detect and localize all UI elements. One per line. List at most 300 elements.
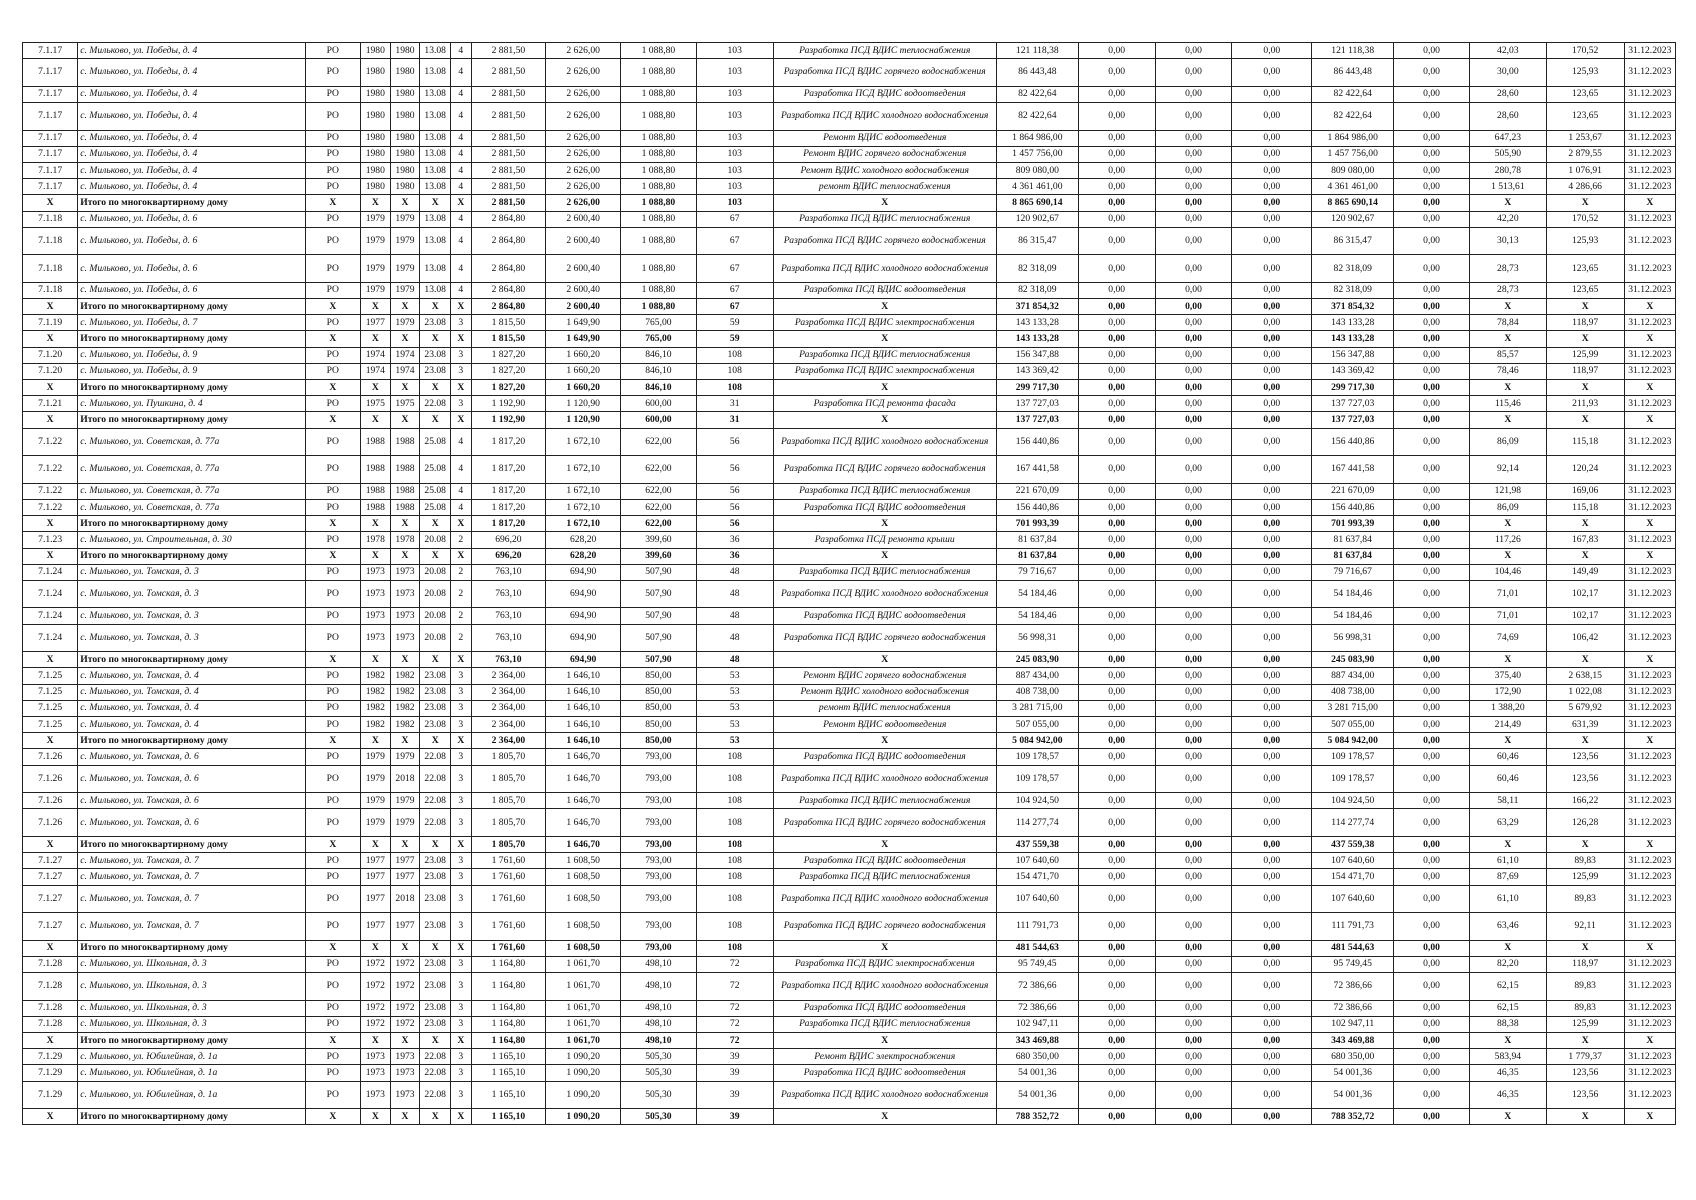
floors-cell: 3 — [451, 973, 471, 1001]
floors-cell: X — [451, 548, 471, 564]
year-built-cell: 1977 — [360, 853, 390, 869]
max-cost-per-sqm-cell: 211,93 — [1546, 396, 1624, 412]
max-cost-per-sqm-cell: 102,17 — [1546, 608, 1624, 624]
total-cost-cell: 437 559,38 — [996, 836, 1078, 852]
cost-col-6-cell: 0,00 — [1394, 195, 1470, 211]
total-cost-cell: 56 998,31 — [996, 624, 1078, 652]
total-cost-cell: 167 441,58 — [996, 456, 1078, 484]
max-cost-per-sqm-cell: 125,93 — [1546, 59, 1624, 87]
roof-area-cell: 1 088,80 — [621, 130, 697, 146]
cost-col-4-cell: 0,00 — [1232, 809, 1312, 837]
work-date-cell: 13.08 — [420, 59, 451, 87]
cost-col-3-cell: 0,00 — [1155, 102, 1232, 130]
living-area-cell: 2 626,00 — [546, 102, 621, 130]
address-cell: с. Мильково, ул. Томская, д. 7 — [78, 913, 305, 941]
cost-col-2-cell: 0,00 — [1078, 1016, 1155, 1032]
cost-per-sqm-cell: 1 388,20 — [1469, 700, 1546, 716]
owners-funds-cell: 143 133,28 — [1312, 331, 1394, 347]
year-commissioned-cell: 2018 — [390, 765, 420, 793]
total-area-cell: 1 817,20 — [471, 483, 546, 499]
residents-cell: 53 — [696, 700, 773, 716]
address-cell: с. Мильково, ул. Юбилейная, д. 1а — [78, 1049, 305, 1065]
max-cost-per-sqm-cell: X — [1546, 1109, 1624, 1125]
deadline-cell: 31.12.2023 — [1624, 1081, 1675, 1109]
total-area-cell: 1 192,90 — [471, 412, 546, 428]
cost-col-2-cell: 0,00 — [1078, 684, 1155, 700]
cost-col-6-cell: 0,00 — [1394, 652, 1470, 668]
year-built-cell: 1972 — [360, 973, 390, 1001]
cost-col-3-cell: 0,00 — [1155, 973, 1232, 1001]
year-commissioned-cell: X — [390, 652, 420, 668]
total-area-cell: 2 864,80 — [471, 299, 546, 315]
cost-col-2-cell: 0,00 — [1078, 580, 1155, 608]
living-area-cell: 1 660,20 — [546, 380, 621, 396]
cost-col-2-cell: 0,00 — [1078, 765, 1155, 793]
cost-per-sqm-cell: X — [1469, 195, 1546, 211]
house-total-row — [23, 412, 1676, 428]
cost-col-4-cell: 0,00 — [1232, 1033, 1312, 1049]
total-area-cell: 763,10 — [471, 608, 546, 624]
program-type-cell: РО — [305, 700, 360, 716]
max-cost-per-sqm-cell: 125,93 — [1546, 227, 1624, 255]
cost-col-6-cell: 0,00 — [1394, 1049, 1470, 1065]
deadline-cell: 31.12.2023 — [1624, 255, 1675, 283]
total-area-cell: 1 761,60 — [471, 869, 546, 885]
work-date-cell: 22.08 — [420, 1065, 451, 1081]
year-built-cell: 1982 — [360, 700, 390, 716]
year-built-cell: 1975 — [360, 396, 390, 412]
max-cost-per-sqm-cell: 89,83 — [1546, 1000, 1624, 1016]
house-total-row — [23, 1033, 1676, 1049]
cost-col-3-cell: 0,00 — [1155, 1033, 1232, 1049]
max-cost-per-sqm-cell: X — [1546, 331, 1624, 347]
work-type-cell: Разработка ПСД ВДИС теплоснабжения — [773, 564, 996, 580]
max-cost-per-sqm-cell: 123,56 — [1546, 1065, 1624, 1081]
row-number-cell: 7.1.25 — [23, 684, 78, 700]
max-cost-per-sqm-cell: 89,83 — [1546, 853, 1624, 869]
cost-col-2-cell: 0,00 — [1078, 456, 1155, 484]
row-number-cell: 7.1.18 — [23, 227, 78, 255]
living-area-cell: 1 646,10 — [546, 717, 621, 733]
deadline-cell: 31.12.2023 — [1624, 749, 1675, 765]
work-date-cell: 23.08 — [420, 700, 451, 716]
owners-funds-cell: 72 386,66 — [1312, 1000, 1394, 1016]
max-cost-per-sqm-cell: 123,56 — [1546, 749, 1624, 765]
year-commissioned-cell: 1980 — [390, 86, 420, 102]
row-number-cell: 7.1.28 — [23, 956, 78, 972]
row-number-cell: 7.1.25 — [23, 668, 78, 684]
work-type-cell: X — [773, 1033, 996, 1049]
total-area-cell: 763,10 — [471, 564, 546, 580]
year-commissioned-cell: 1973 — [390, 1049, 420, 1065]
cost-col-4-cell: 0,00 — [1232, 396, 1312, 412]
max-cost-per-sqm-cell: 115,18 — [1546, 428, 1624, 456]
cost-col-3-cell: 0,00 — [1155, 624, 1232, 652]
address-cell: с. Мильково, ул. Пушкина, д. 4 — [78, 396, 305, 412]
program-type-cell: РО — [305, 717, 360, 733]
work-type-cell: Разработка ПСД ВДИС теплоснабжения — [773, 869, 996, 885]
program-type-cell: РО — [305, 885, 360, 913]
cost-col-2-cell: 0,00 — [1078, 195, 1155, 211]
cost-col-2-cell: 0,00 — [1078, 380, 1155, 396]
address-cell: с. Мильково, ул. Томская, д. 4 — [78, 684, 305, 700]
living-area-cell: 1 120,90 — [546, 396, 621, 412]
cost-col-3-cell: 0,00 — [1155, 836, 1232, 852]
work-date-cell: 13.08 — [420, 43, 451, 59]
work-type-cell: Разработка ПСД ВДИС горячего водоснабжения — [773, 624, 996, 652]
roof-area-cell: 622,00 — [621, 499, 697, 515]
owners-funds-cell: 167 441,58 — [1312, 456, 1394, 484]
total-area-cell: 1 165,10 — [471, 1109, 546, 1125]
year-commissioned-cell: 1979 — [390, 282, 420, 298]
owners-funds-cell: 156 440,86 — [1312, 499, 1394, 515]
table-row — [23, 211, 1676, 227]
residents-cell: 108 — [696, 347, 773, 363]
cost-per-sqm-cell: 61,10 — [1469, 885, 1546, 913]
work-type-cell: Ремонт ВДИС электроснабжения — [773, 1049, 996, 1065]
table-row — [23, 227, 1676, 255]
max-cost-per-sqm-cell: 115,18 — [1546, 499, 1624, 515]
year-built-cell: 1988 — [360, 428, 390, 456]
owners-funds-cell: 107 640,60 — [1312, 853, 1394, 869]
year-commissioned-cell: 1982 — [390, 668, 420, 684]
floors-cell: 3 — [451, 1049, 471, 1065]
work-type-cell: X — [773, 940, 996, 956]
cost-col-3-cell: 0,00 — [1155, 43, 1232, 59]
floors-cell: 3 — [451, 315, 471, 331]
cost-col-6-cell: 0,00 — [1394, 86, 1470, 102]
deadline-cell: X — [1624, 548, 1675, 564]
row-number-cell: 7.1.24 — [23, 564, 78, 580]
address-cell: Итого по многоквартирному дому — [78, 299, 305, 315]
total-area-cell: 2 364,00 — [471, 668, 546, 684]
cost-per-sqm-cell: 647,23 — [1469, 130, 1546, 146]
owners-funds-cell: 788 352,72 — [1312, 1109, 1394, 1125]
program-type-cell: РО — [305, 227, 360, 255]
work-type-cell: X — [773, 652, 996, 668]
year-built-cell: 1973 — [360, 624, 390, 652]
year-built-cell: 1979 — [360, 255, 390, 283]
year-commissioned-cell: 1972 — [390, 956, 420, 972]
cost-col-4-cell: 0,00 — [1232, 564, 1312, 580]
cost-col-4-cell: 0,00 — [1232, 973, 1312, 1001]
cost-col-6-cell: 0,00 — [1394, 456, 1470, 484]
residents-cell: 39 — [696, 1065, 773, 1081]
year-built-cell: X — [360, 548, 390, 564]
floors-cell: 3 — [451, 869, 471, 885]
year-built-cell: X — [360, 195, 390, 211]
table-row — [23, 43, 1676, 59]
cost-col-2-cell: 0,00 — [1078, 869, 1155, 885]
deadline-cell: 31.12.2023 — [1624, 700, 1675, 716]
roof-area-cell: 793,00 — [621, 853, 697, 869]
cost-per-sqm-cell: X — [1469, 733, 1546, 749]
work-date-cell: 13.08 — [420, 179, 451, 195]
residents-cell: 39 — [696, 1081, 773, 1109]
program-type-cell: РО — [305, 43, 360, 59]
deadline-cell: 31.12.2023 — [1624, 684, 1675, 700]
deadline-cell: 31.12.2023 — [1624, 1000, 1675, 1016]
year-commissioned-cell: 1979 — [390, 315, 420, 331]
year-commissioned-cell: 1972 — [390, 973, 420, 1001]
cost-col-6-cell: 0,00 — [1394, 1016, 1470, 1032]
cost-col-4-cell: 0,00 — [1232, 130, 1312, 146]
cost-col-3-cell: 0,00 — [1155, 652, 1232, 668]
house-total-row — [23, 836, 1676, 852]
total-cost-cell: 79 716,67 — [996, 564, 1078, 580]
floors-cell: 3 — [451, 793, 471, 809]
total-area-cell: 2 864,80 — [471, 211, 546, 227]
roof-area-cell: 850,00 — [621, 684, 697, 700]
work-date-cell: 25.08 — [420, 428, 451, 456]
living-area-cell: 1 061,70 — [546, 956, 621, 972]
living-area-cell: 1 646,70 — [546, 809, 621, 837]
cost-col-3-cell: 0,00 — [1155, 483, 1232, 499]
cost-col-3-cell: 0,00 — [1155, 456, 1232, 484]
program-type-cell: РО — [305, 668, 360, 684]
year-commissioned-cell: X — [390, 195, 420, 211]
cost-col-3-cell: 0,00 — [1155, 195, 1232, 211]
program-type-cell: X — [305, 652, 360, 668]
max-cost-per-sqm-cell: 2 879,55 — [1546, 146, 1624, 162]
year-commissioned-cell: 1973 — [390, 564, 420, 580]
cost-per-sqm-cell: 46,35 — [1469, 1081, 1546, 1109]
total-area-cell: 2 864,80 — [471, 282, 546, 298]
table-row — [23, 913, 1676, 941]
living-area-cell: 694,90 — [546, 652, 621, 668]
residents-cell: 59 — [696, 315, 773, 331]
max-cost-per-sqm-cell: X — [1546, 1033, 1624, 1049]
work-type-cell: X — [773, 733, 996, 749]
living-area-cell: 1 608,50 — [546, 869, 621, 885]
table-row — [23, 102, 1676, 130]
roof-area-cell: 1 088,80 — [621, 86, 697, 102]
work-type-cell: Разработка ПСД ВДИС электроснабжения — [773, 363, 996, 379]
year-built-cell: 1972 — [360, 1000, 390, 1016]
total-area-cell: 1 192,90 — [471, 396, 546, 412]
roof-area-cell: 498,10 — [621, 956, 697, 972]
work-date-cell: 20.08 — [420, 608, 451, 624]
work-date-cell: X — [420, 652, 451, 668]
total-area-cell: 1 805,70 — [471, 749, 546, 765]
deadline-cell: 31.12.2023 — [1624, 428, 1675, 456]
year-commissioned-cell: 1980 — [390, 179, 420, 195]
max-cost-per-sqm-cell: 125,99 — [1546, 1016, 1624, 1032]
year-commissioned-cell: 1980 — [390, 43, 420, 59]
residents-cell: 72 — [696, 973, 773, 1001]
cost-col-4-cell: 0,00 — [1232, 516, 1312, 532]
residents-cell: 108 — [696, 853, 773, 869]
year-commissioned-cell: 1974 — [390, 347, 420, 363]
row-number-cell: X — [23, 516, 78, 532]
cost-col-2-cell: 0,00 — [1078, 956, 1155, 972]
work-type-cell: Разработка ПСД ВДИС холодного водоснабжения — [773, 973, 996, 1001]
program-type-cell: РО — [305, 793, 360, 809]
work-type-cell: Разработка ПСД ВДИС холодного водоснабжения — [773, 765, 996, 793]
floors-cell: 4 — [451, 179, 471, 195]
program-type-cell: X — [305, 836, 360, 852]
cost-col-6-cell: 0,00 — [1394, 853, 1470, 869]
floors-cell: 3 — [451, 347, 471, 363]
residents-cell: 108 — [696, 885, 773, 913]
owners-funds-cell: 245 083,90 — [1312, 652, 1394, 668]
roof-area-cell: 793,00 — [621, 869, 697, 885]
cost-per-sqm-cell: 63,46 — [1469, 913, 1546, 941]
work-date-cell: X — [420, 412, 451, 428]
max-cost-per-sqm-cell: 89,83 — [1546, 973, 1624, 1001]
year-commissioned-cell: X — [390, 1109, 420, 1125]
living-area-cell: 1 608,50 — [546, 913, 621, 941]
deadline-cell: X — [1624, 940, 1675, 956]
cost-col-6-cell: 0,00 — [1394, 396, 1470, 412]
max-cost-per-sqm-cell: 125,99 — [1546, 347, 1624, 363]
cost-col-4-cell: 0,00 — [1232, 195, 1312, 211]
total-cost-cell: 137 727,03 — [996, 412, 1078, 428]
table-row — [23, 86, 1676, 102]
year-built-cell: 1979 — [360, 211, 390, 227]
cost-col-6-cell: 0,00 — [1394, 624, 1470, 652]
year-built-cell: 1979 — [360, 809, 390, 837]
roof-area-cell: 505,30 — [621, 1081, 697, 1109]
owners-funds-cell: 82 422,64 — [1312, 102, 1394, 130]
floors-cell: 3 — [451, 913, 471, 941]
cost-col-4-cell: 0,00 — [1232, 608, 1312, 624]
address-cell: с. Мильково, ул. Томская, д. 4 — [78, 700, 305, 716]
year-commissioned-cell: 1975 — [390, 396, 420, 412]
cost-col-2-cell: 0,00 — [1078, 102, 1155, 130]
floors-cell: X — [451, 940, 471, 956]
living-area-cell: 1 646,70 — [546, 749, 621, 765]
year-commissioned-cell: 1973 — [390, 1081, 420, 1109]
floors-cell: 4 — [451, 86, 471, 102]
work-type-cell: Разработка ПСД ВДИС водоотведения — [773, 853, 996, 869]
program-type-cell: X — [305, 380, 360, 396]
cost-per-sqm-cell: 78,84 — [1469, 315, 1546, 331]
table-row — [23, 499, 1676, 515]
floors-cell: 3 — [451, 700, 471, 716]
year-commissioned-cell: X — [390, 836, 420, 852]
row-number-cell: 7.1.25 — [23, 700, 78, 716]
work-type-cell: Разработка ПСД ВДИС горячего водоснабжения — [773, 913, 996, 941]
roof-area-cell: 850,00 — [621, 700, 697, 716]
max-cost-per-sqm-cell: X — [1546, 195, 1624, 211]
total-cost-cell: 54 001,36 — [996, 1065, 1078, 1081]
address-cell: с. Мильково, ул. Советская, д. 77а — [78, 428, 305, 456]
roof-area-cell: 498,10 — [621, 1000, 697, 1016]
total-area-cell: 2 864,80 — [471, 255, 546, 283]
cost-col-4-cell: 0,00 — [1232, 913, 1312, 941]
address-cell: с. Мильково, ул. Школьная, д. 3 — [78, 973, 305, 1001]
cost-col-3-cell: 0,00 — [1155, 412, 1232, 428]
owners-funds-cell: 143 369,42 — [1312, 363, 1394, 379]
residents-cell: 108 — [696, 869, 773, 885]
work-type-cell: Разработка ПСД ВДИС теплоснабжения — [773, 483, 996, 499]
roof-area-cell: 1 088,80 — [621, 162, 697, 178]
program-type-cell: РО — [305, 532, 360, 548]
cost-col-6-cell: 0,00 — [1394, 885, 1470, 913]
deadline-cell: 31.12.2023 — [1624, 146, 1675, 162]
cost-col-4-cell: 0,00 — [1232, 956, 1312, 972]
deadline-cell: 31.12.2023 — [1624, 499, 1675, 515]
cost-col-4-cell: 0,00 — [1232, 765, 1312, 793]
work-type-cell: X — [773, 412, 996, 428]
total-cost-cell: 114 277,74 — [996, 809, 1078, 837]
cost-col-3-cell: 0,00 — [1155, 913, 1232, 941]
cost-col-2-cell: 0,00 — [1078, 255, 1155, 283]
cost-col-2-cell: 0,00 — [1078, 483, 1155, 499]
floors-cell: X — [451, 1109, 471, 1125]
max-cost-per-sqm-cell: 1 253,67 — [1546, 130, 1624, 146]
address-cell: с. Мильково, ул. Победы, д. 4 — [78, 43, 305, 59]
row-number-cell: 7.1.27 — [23, 885, 78, 913]
work-type-cell: Ремонт ВДИС холодного водоснабжения — [773, 684, 996, 700]
cost-col-6-cell: 0,00 — [1394, 363, 1470, 379]
cost-col-4-cell: 0,00 — [1232, 227, 1312, 255]
living-area-cell: 2 600,40 — [546, 211, 621, 227]
deadline-cell: 31.12.2023 — [1624, 130, 1675, 146]
program-type-cell: РО — [305, 255, 360, 283]
work-date-cell: 13.08 — [420, 86, 451, 102]
living-area-cell: 1 646,70 — [546, 765, 621, 793]
owners-funds-cell: 111 791,73 — [1312, 913, 1394, 941]
work-type-cell: Разработка ПСД ВДИС горячего водоснабжения — [773, 809, 996, 837]
cost-col-6-cell: 0,00 — [1394, 347, 1470, 363]
table-row — [23, 396, 1676, 412]
roof-area-cell: 498,10 — [621, 973, 697, 1001]
program-type-cell: РО — [305, 853, 360, 869]
deadline-cell: 31.12.2023 — [1624, 564, 1675, 580]
cost-col-6-cell: 0,00 — [1394, 700, 1470, 716]
cost-col-6-cell: 0,00 — [1394, 913, 1470, 941]
roof-area-cell: 793,00 — [621, 749, 697, 765]
row-number-cell: 7.1.17 — [23, 59, 78, 87]
work-type-cell: Разработка ПСД ВДИС теплоснабжения — [773, 793, 996, 809]
cost-per-sqm-cell: 62,15 — [1469, 973, 1546, 1001]
cost-per-sqm-cell: 42,03 — [1469, 43, 1546, 59]
deadline-cell: 31.12.2023 — [1624, 973, 1675, 1001]
year-commissioned-cell: 1979 — [390, 749, 420, 765]
cost-col-4-cell: 0,00 — [1232, 940, 1312, 956]
row-number-cell: X — [23, 195, 78, 211]
roof-area-cell: 622,00 — [621, 428, 697, 456]
owners-funds-cell: 156 440,86 — [1312, 428, 1394, 456]
residents-cell: 108 — [696, 380, 773, 396]
cost-col-6-cell: 0,00 — [1394, 564, 1470, 580]
total-cost-cell: 86 315,47 — [996, 227, 1078, 255]
floors-cell: 3 — [451, 749, 471, 765]
cost-col-6-cell: 0,00 — [1394, 548, 1470, 564]
cost-col-4-cell: 0,00 — [1232, 380, 1312, 396]
cost-col-6-cell: 0,00 — [1394, 809, 1470, 837]
roof-area-cell: 793,00 — [621, 913, 697, 941]
living-area-cell: 1 090,20 — [546, 1081, 621, 1109]
table-row — [23, 347, 1676, 363]
year-built-cell: 1980 — [360, 102, 390, 130]
year-commissioned-cell: X — [390, 412, 420, 428]
living-area-cell: 2 626,00 — [546, 130, 621, 146]
living-area-cell: 1 646,70 — [546, 793, 621, 809]
work-date-cell: 23.08 — [420, 717, 451, 733]
living-area-cell: 2 626,00 — [546, 179, 621, 195]
program-type-cell: РО — [305, 499, 360, 515]
work-date-cell: 20.08 — [420, 564, 451, 580]
work-date-cell: 23.08 — [420, 315, 451, 331]
deadline-cell: X — [1624, 733, 1675, 749]
cost-col-2-cell: 0,00 — [1078, 973, 1155, 1001]
cost-col-6-cell: 0,00 — [1394, 315, 1470, 331]
cost-col-6-cell: 0,00 — [1394, 532, 1470, 548]
year-built-cell: 1982 — [360, 717, 390, 733]
